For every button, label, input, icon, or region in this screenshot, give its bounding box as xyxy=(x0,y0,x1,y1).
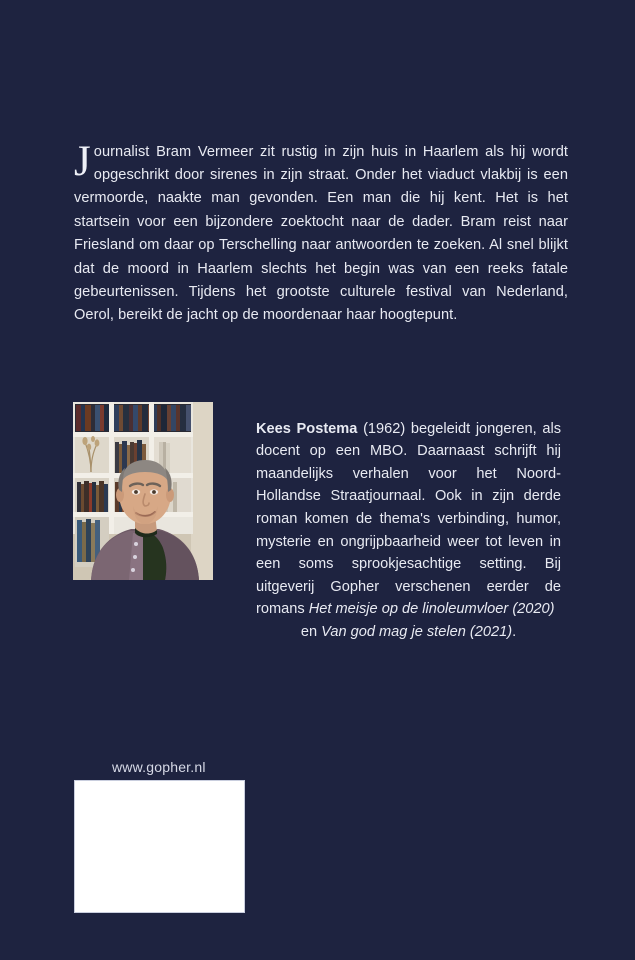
author-bio-last-line xyxy=(256,621,561,644)
author-section xyxy=(73,402,568,640)
prior-book-title-2: Van god mag je stelen (2021) xyxy=(321,623,513,640)
author-birth-year-value: (1962) xyxy=(363,420,406,437)
bio-connector: en xyxy=(300,623,322,640)
publisher-website-url[interactable]: www.gopher.nl xyxy=(112,759,206,775)
barcode-placeholder xyxy=(74,780,245,913)
book-blurb: Journalist Bram Vermeer zit rustig in zijn huis in Haarlem als hij wordt opgeschrikt door sirenes in zijn straat. Onder het viaduct vlakbij is een vermoorde, naakte man gevonden. Een man die hij kent. Het is het startsein voor een bijzondere zoektocht naar de dader. Bram reist naar Friesland om daar op Terschelling naar antwoorden te zoeken. Al snel blijkt dat de moord in Haarlem slechts het begin was van een reeks fatale gebeurtenissen. Tijdens het grootste culturele festival van Nederland, Oerol, bereikt de jacht op de moordenaar haar hoogtepunt. xyxy=(74,137,568,324)
author-portrait-photo xyxy=(73,402,213,580)
author-biography xyxy=(256,418,561,644)
prior-book-title-1: Het meisje op de linoleumvloer (2020) xyxy=(308,601,555,618)
bio-end-punctuation: . xyxy=(512,623,517,640)
author-bio-part-one: begeleidt jongeren, als docent op een MBO. Daarnaast schrijft hij maandelijks verhalen voor het Noord-Hollandse Straatjournaal. Ook in zijn derde roman komen de thema's verbinding, humor, mysterie en ongrijpbaarheid weer tot leven in een soms sprookjesachtige setting. Bij uitgeverij Gopher verschenen eerder de romans xyxy=(256,420,561,618)
author-name: Kees Postema xyxy=(256,420,358,437)
author-portrait-illustration xyxy=(73,402,213,580)
